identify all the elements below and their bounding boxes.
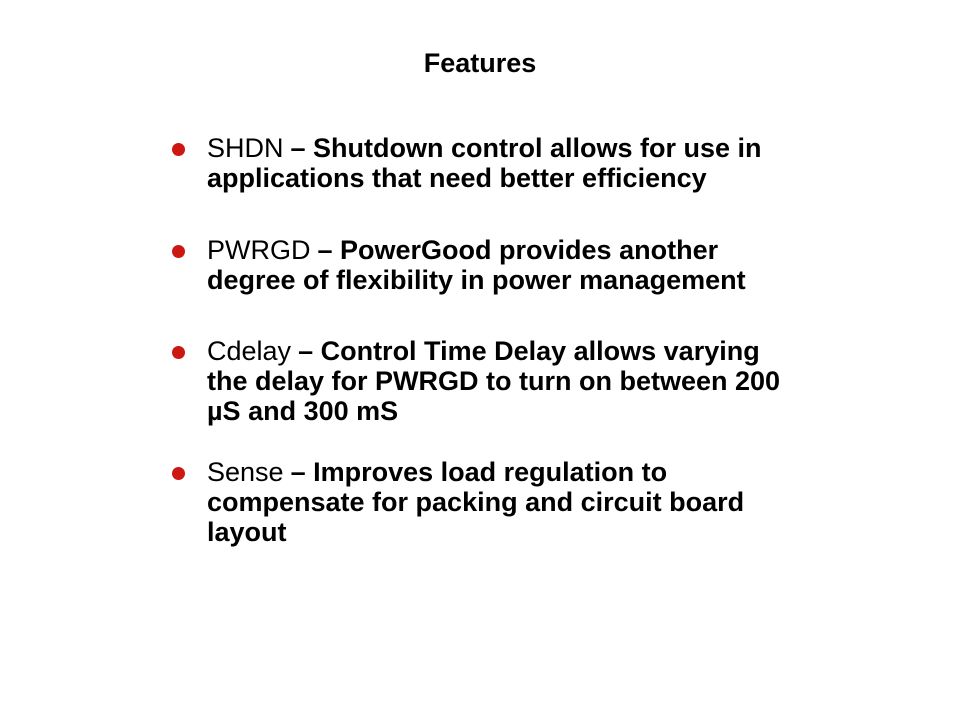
- bullet-item-shdn: [172, 133, 788, 193]
- bullet-description: – Improves load regulation to compensate for packing and circuit board layout: [207, 457, 745, 547]
- bullet-list: [172, 133, 788, 547]
- bullet-description: – Control Time Delay allows varying the delay for PWRGD to turn on between 200 µS and 300 mS: [207, 336, 781, 426]
- bullet-dot-icon: [172, 143, 185, 156]
- bullet-term: Cdelay: [207, 336, 292, 366]
- bullet-description: – PowerGood provides another degree of flexibility in power management: [207, 235, 746, 295]
- bullet-dot-icon: [172, 245, 185, 258]
- bullet-description: – Shutdown control allows for use in applications that need better efficiency: [207, 133, 762, 193]
- bullet-dot-icon: [172, 467, 185, 480]
- bullet-term: PWRGD: [207, 235, 311, 265]
- bullet-term: Sense: [207, 457, 284, 487]
- bullet-item-sense: [172, 457, 788, 547]
- bullet-term: SHDN: [207, 133, 284, 163]
- slide-title: Features: [423, 48, 537, 78]
- bullet-item-pwrgd: [172, 235, 788, 295]
- bullet-dot-icon: [172, 346, 185, 359]
- bullet-item-cdelay: [172, 336, 788, 426]
